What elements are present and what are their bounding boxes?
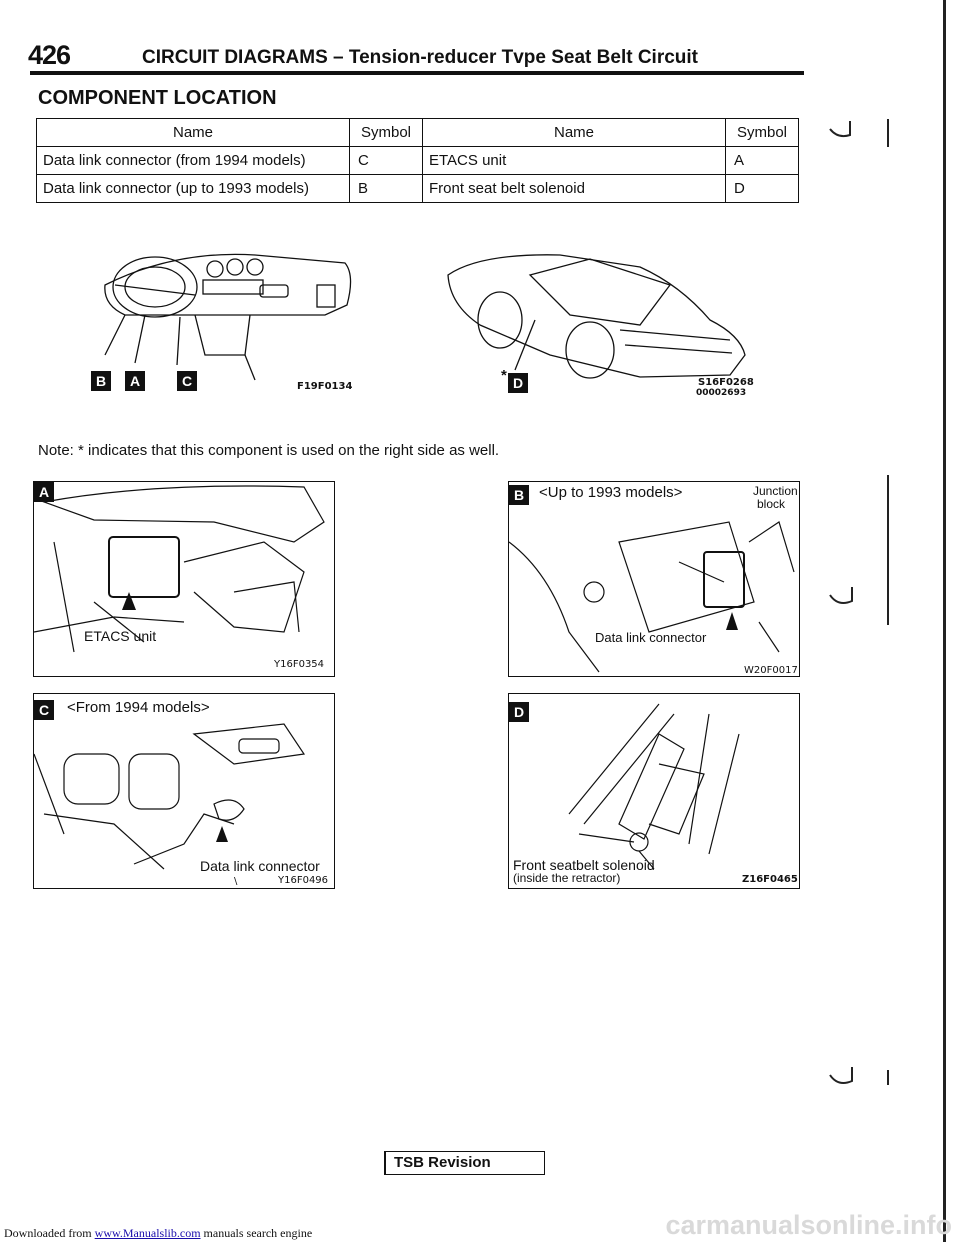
marker-d: D xyxy=(508,373,528,393)
marker-b: B xyxy=(91,371,111,391)
marker-a: A xyxy=(125,371,145,391)
data-link-connector-label: Data link connector xyxy=(595,630,707,645)
dashboard-overview-figure xyxy=(85,245,375,395)
marker-a: A xyxy=(34,482,54,502)
table-cell: Data link connector (up to 1993 models) xyxy=(37,175,350,203)
panel-a-etacs-unit xyxy=(33,481,335,677)
note-text: Note: * indicates that this component is used on the right side as well. xyxy=(38,442,500,459)
manualslib-link[interactable]: www.Manualslib.com xyxy=(94,1226,201,1240)
marker-c: C xyxy=(177,371,197,391)
solenoid-location-label: (inside the retractor) xyxy=(513,871,621,885)
table-row xyxy=(37,147,799,175)
figure-code: Y16F0496 xyxy=(278,875,329,886)
figure-code-mark: \ xyxy=(234,876,238,887)
header-rule xyxy=(30,71,804,75)
marker-c: C xyxy=(34,700,54,720)
component-location-table xyxy=(36,118,799,203)
panel-b-illustration xyxy=(509,482,799,676)
tsb-revision-box: TSB Revision xyxy=(384,1151,545,1175)
marker-d: D xyxy=(509,702,529,722)
table-cell: B xyxy=(350,175,423,203)
panel-d-seat-belt-solenoid xyxy=(508,693,800,889)
panel-c-title: <From 1994 models> xyxy=(67,699,210,716)
asterisk: * xyxy=(501,367,507,384)
table-cell: D xyxy=(726,175,799,203)
footer-prefix: Downloaded from xyxy=(4,1226,92,1240)
figure-code: S16F0268 xyxy=(698,377,754,388)
table-cell: ETACS unit xyxy=(423,147,726,175)
panel-a-illustration xyxy=(34,482,334,676)
column-header-name: Name xyxy=(423,119,726,147)
car-overview-figure xyxy=(440,245,760,398)
figure-code: Y16F0354 xyxy=(274,659,325,670)
table-cell: A xyxy=(726,147,799,175)
watermark: carmanualsonline.info xyxy=(665,1210,952,1240)
section-title: COMPONENT LOCATION xyxy=(38,87,277,109)
table-cell: Front seat belt solenoid xyxy=(423,175,726,203)
download-footer xyxy=(4,1226,312,1241)
footer-suffix: manuals search engine xyxy=(203,1226,313,1240)
car-illustration xyxy=(440,245,760,395)
table-cell: Data link connector (from 1994 models) xyxy=(37,147,350,175)
page-heading: CIRCUIT DIAGRAMS – Tension-reducer Tvpe Seat Belt Circuit xyxy=(142,47,699,68)
table-cell: C xyxy=(350,147,423,175)
data-link-connector-label: Data link connector xyxy=(200,858,320,874)
binding-rule xyxy=(943,0,946,1242)
panel-c-data-link-connector xyxy=(33,693,335,889)
column-header-symbol: Symbol xyxy=(726,119,799,147)
figure-code: W20F0017 xyxy=(744,665,798,676)
binding-marks xyxy=(826,115,906,1115)
panel-b-data-link-connector xyxy=(508,481,800,677)
page-number: 426 xyxy=(28,40,71,70)
table-header-row xyxy=(37,119,799,147)
panel-b-title: <Up to 1993 models> xyxy=(539,484,683,501)
column-header-symbol: Symbol xyxy=(350,119,423,147)
figure-code: Z16F0465 xyxy=(742,874,798,885)
block-label: block xyxy=(757,497,786,511)
table-row xyxy=(37,175,799,203)
column-header-name: Name xyxy=(37,119,350,147)
figure-code: F19F0134 xyxy=(297,381,353,392)
etacs-unit-label: ETACS unit xyxy=(84,628,157,644)
marker-b: B xyxy=(509,485,529,505)
figure-code: 00002693 xyxy=(696,388,747,398)
solenoid-label: Front seatbelt solenoid xyxy=(513,857,655,873)
junction-label: Junction xyxy=(753,484,798,498)
